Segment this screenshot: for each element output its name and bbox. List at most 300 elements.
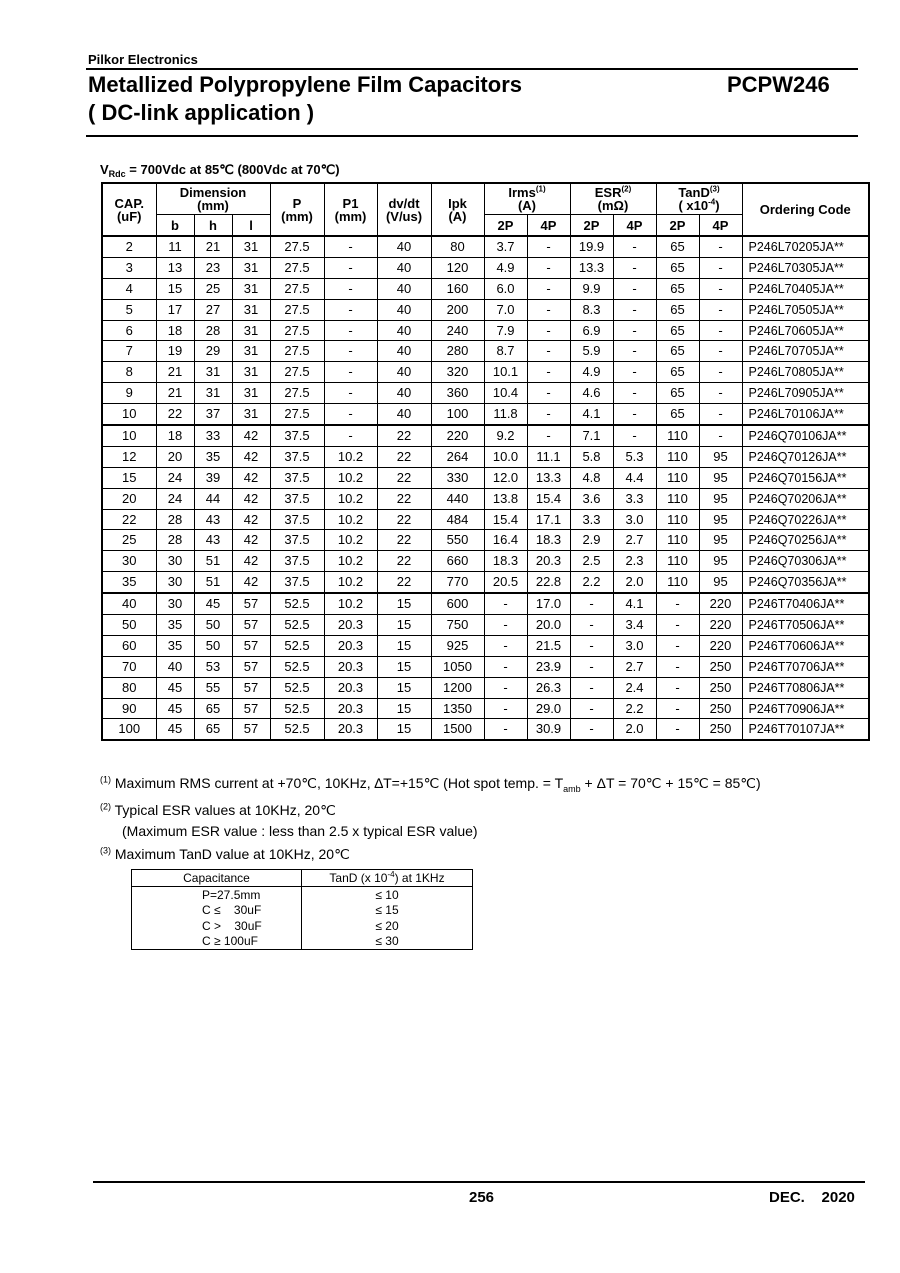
table-cell: 95 <box>699 488 742 509</box>
table-cell: 2.9 <box>570 530 613 551</box>
table-cell: 65 <box>656 278 699 299</box>
table-cell: 8.7 <box>484 341 527 362</box>
table-cell: 20 <box>156 446 194 467</box>
page-number: 256 <box>469 1189 495 1206</box>
col-header-esr-4p: 4P <box>613 215 656 237</box>
table-cell: 37.5 <box>270 551 324 572</box>
ordering-code-cell: P246Q70226JA** <box>742 509 869 530</box>
table-row <box>102 467 869 488</box>
table-cell: 43 <box>194 509 232 530</box>
table-cell: - <box>527 341 570 362</box>
table-cell: 120 <box>431 257 484 278</box>
table-cell: 40 <box>377 404 431 425</box>
table-cell: 95 <box>699 530 742 551</box>
tand-table-value-cell: ≤ 10 <box>302 887 473 903</box>
table-cell: 12 <box>102 446 156 467</box>
table-cell: 37.5 <box>270 509 324 530</box>
table-cell: 27 <box>194 299 232 320</box>
table-cell: 55 <box>194 677 232 698</box>
table-cell: 21 <box>156 383 194 404</box>
ordering-code-cell: P246Q70106JA** <box>742 425 869 446</box>
part-number: PCPW246 <box>727 72 830 97</box>
table-row <box>102 341 869 362</box>
table-row <box>102 509 869 530</box>
tand-table-header-tand: TanD (x $10^{-4}$) at 1KHz <box>302 870 473 887</box>
table-cell: 40 <box>377 341 431 362</box>
table-cell: 95 <box>699 551 742 572</box>
table-cell: 9.9 <box>570 278 613 299</box>
table-cell: - <box>570 719 613 740</box>
table-cell: 8 <box>102 362 156 383</box>
table-cell: - <box>570 615 613 636</box>
col-header-tand-2p: 2P <box>656 215 699 237</box>
table-cell: - <box>324 257 377 278</box>
table-cell: 50 <box>102 615 156 636</box>
col-header-tand-4p: 4P <box>699 215 742 237</box>
table-cell: - <box>613 257 656 278</box>
table-cell: 65 <box>194 719 232 740</box>
table-cell: 42 <box>232 509 270 530</box>
header-top-rule <box>86 68 858 70</box>
ordering-code-cell: P246Q70126JA** <box>742 446 869 467</box>
table-row <box>102 615 869 636</box>
table-cell: 33 <box>194 425 232 446</box>
table-cell: 70 <box>102 656 156 677</box>
document-title: Metallized Polypropylene Film Capacitors <box>88 72 522 97</box>
table-cell: - <box>484 635 527 656</box>
col-header-ordering-code: Ordering Code <box>742 183 869 236</box>
table-cell: - <box>527 362 570 383</box>
table-cell: 53 <box>194 656 232 677</box>
table-cell: 3.3 <box>570 509 613 530</box>
table-cell: 31 <box>194 362 232 383</box>
table-cell: - <box>699 278 742 299</box>
table-row <box>102 425 869 446</box>
tand-table-row <box>132 887 473 903</box>
table-cell: 17 <box>156 299 194 320</box>
table-cell: 15 <box>377 593 431 614</box>
table-cell: 15 <box>102 467 156 488</box>
table-cell: - <box>613 320 656 341</box>
table-cell: 5.3 <box>613 446 656 467</box>
table-cell: 40 <box>377 236 431 257</box>
col-header-ipk: Ipk (A) <box>431 183 484 236</box>
table-cell: 280 <box>431 341 484 362</box>
table-cell: 10.2 <box>324 593 377 614</box>
ordering-code-cell: P246L70705JA** <box>742 341 869 362</box>
table-cell: 13.3 <box>570 257 613 278</box>
ordering-code-cell: P246T70107JA** <box>742 719 869 740</box>
table-cell: - <box>656 656 699 677</box>
table-cell: 11.1 <box>527 446 570 467</box>
table-cell: 95 <box>699 509 742 530</box>
table-cell: 10 <box>102 425 156 446</box>
table-cell: 4 <box>102 278 156 299</box>
table-cell: 10.2 <box>324 509 377 530</box>
table-cell: - <box>324 362 377 383</box>
table-cell: 10.2 <box>324 572 377 593</box>
table-cell: 40 <box>377 383 431 404</box>
table-cell: 45 <box>194 593 232 614</box>
table-cell: 160 <box>431 278 484 299</box>
table-cell: - <box>570 677 613 698</box>
col-header-p: P (mm) <box>270 183 324 236</box>
table-cell: 60 <box>102 635 156 656</box>
table-cell: 35 <box>156 635 194 656</box>
table-cell: 80 <box>431 236 484 257</box>
table-cell: - <box>324 425 377 446</box>
table-cell: 10.2 <box>324 551 377 572</box>
table-cell: - <box>656 719 699 740</box>
table-cell: 65 <box>656 404 699 425</box>
table-row <box>102 698 869 719</box>
table-cell: 65 <box>656 257 699 278</box>
table-cell: 12.0 <box>484 467 527 488</box>
table-cell: - <box>527 299 570 320</box>
table-cell: 43 <box>194 530 232 551</box>
table-cell: 80 <box>102 677 156 698</box>
table-cell: - <box>699 257 742 278</box>
table-row <box>102 257 869 278</box>
table-cell: 28 <box>156 509 194 530</box>
table-cell: 57 <box>232 615 270 636</box>
table-cell: 42 <box>232 488 270 509</box>
tand-table-value-cell: ≤ 15 <box>302 903 473 919</box>
table-cell: 110 <box>656 572 699 593</box>
table-cell: 27.5 <box>270 341 324 362</box>
table-cell: 52.5 <box>270 698 324 719</box>
table-cell: 10.0 <box>484 446 527 467</box>
tand-table-header-capacitance: Capacitance <box>132 870 302 887</box>
table-cell: 27.5 <box>270 236 324 257</box>
col-header-esr-2p: 2P <box>570 215 613 237</box>
table-cell: 22 <box>377 530 431 551</box>
footer-rule <box>93 1181 865 1183</box>
table-cell: 30 <box>156 551 194 572</box>
table-cell: - <box>699 362 742 383</box>
table-cell: - <box>527 383 570 404</box>
table-cell: 17.1 <box>527 509 570 530</box>
table-cell: - <box>699 320 742 341</box>
table-cell: 2.7 <box>613 530 656 551</box>
table-cell: 23 <box>194 257 232 278</box>
table-cell: 15 <box>377 677 431 698</box>
table-cell: 3.3 <box>613 488 656 509</box>
note-3: $^{(3)}$ Maximum TanD value at 10KHz, 20℃ <box>100 845 350 862</box>
table-cell: 4.9 <box>570 362 613 383</box>
table-cell: - <box>699 299 742 320</box>
tand-table-capacitance-cell: P=27.5mm <box>132 887 302 903</box>
table-cell: 4.6 <box>570 383 613 404</box>
table-cell: - <box>324 383 377 404</box>
table-cell: 250 <box>699 698 742 719</box>
table-cell: 31 <box>232 383 270 404</box>
table-cell: 4.1 <box>613 593 656 614</box>
table-cell: - <box>699 425 742 446</box>
tand-table-capacitance-cell: C ≥ 100uF <box>132 934 302 950</box>
table-cell: 42 <box>232 425 270 446</box>
table-cell: 20.3 <box>324 615 377 636</box>
table-cell: 240 <box>431 320 484 341</box>
ordering-code-cell: P246L70205JA** <box>742 236 869 257</box>
table-cell: - <box>484 656 527 677</box>
table-cell: 220 <box>699 615 742 636</box>
table-cell: 28 <box>156 530 194 551</box>
table-cell: 57 <box>232 656 270 677</box>
table-cell: 19 <box>156 341 194 362</box>
table-row <box>102 446 869 467</box>
table-cell: - <box>324 320 377 341</box>
table-cell: - <box>484 593 527 614</box>
table-cell: 52.5 <box>270 677 324 698</box>
col-header-b: b <box>156 215 194 237</box>
table-cell: 5 <box>102 299 156 320</box>
table-cell: 220 <box>699 593 742 614</box>
ordering-code-cell: P246T70706JA** <box>742 656 869 677</box>
table-cell: 15.4 <box>527 488 570 509</box>
table-cell: 5.9 <box>570 341 613 362</box>
table-cell: 1050 <box>431 656 484 677</box>
table-cell: 220 <box>699 635 742 656</box>
table-cell: 2.2 <box>613 698 656 719</box>
table-cell: 37.5 <box>270 425 324 446</box>
table-cell: 9.2 <box>484 425 527 446</box>
table-cell: 65 <box>656 341 699 362</box>
document-subtitle: ( DC-link application ) <box>88 100 315 125</box>
table-cell: - <box>484 615 527 636</box>
table-cell: 22 <box>377 509 431 530</box>
table-cell: - <box>527 236 570 257</box>
table-cell: 31 <box>232 236 270 257</box>
table-cell: 57 <box>232 677 270 698</box>
table-cell: 50 <box>194 635 232 656</box>
table-cell: 2.5 <box>570 551 613 572</box>
table-cell: 37 <box>194 404 232 425</box>
table-cell: 37.5 <box>270 446 324 467</box>
table-cell: 320 <box>431 362 484 383</box>
table-cell: 24 <box>156 488 194 509</box>
table-cell: 2.0 <box>613 572 656 593</box>
table-cell: 3.6 <box>570 488 613 509</box>
table-cell: - <box>656 635 699 656</box>
ordering-code-cell: P246Q70256JA** <box>742 530 869 551</box>
table-cell: 31 <box>232 341 270 362</box>
table-cell: 27.5 <box>270 278 324 299</box>
table-cell: 40 <box>102 593 156 614</box>
tand-table-row <box>132 903 473 919</box>
table-cell: 31 <box>194 383 232 404</box>
table-cell: 40 <box>156 656 194 677</box>
table-cell: 52.5 <box>270 635 324 656</box>
table-row <box>102 530 869 551</box>
specification-table <box>101 182 870 741</box>
table-cell: 22 <box>377 446 431 467</box>
table-cell: 27.5 <box>270 362 324 383</box>
table-cell: 3 <box>102 257 156 278</box>
table-cell: 110 <box>656 467 699 488</box>
table-cell: 52.5 <box>270 719 324 740</box>
table-cell: 31 <box>232 320 270 341</box>
table-cell: 15 <box>377 719 431 740</box>
table-cell: 2 <box>102 236 156 257</box>
table-cell: 21 <box>194 236 232 257</box>
table-cell: 24 <box>156 467 194 488</box>
table-cell: - <box>527 404 570 425</box>
rated-voltage: $V_{Rdc} = 700Vdc$ at 85℃ (800Vdc at 70℃) <box>100 162 340 179</box>
col-header-irms-2p: 2P <box>484 215 527 237</box>
table-cell: - <box>613 278 656 299</box>
table-cell: 40 <box>377 257 431 278</box>
table-cell: 20.3 <box>324 719 377 740</box>
table-cell: 770 <box>431 572 484 593</box>
table-row <box>102 320 869 341</box>
table-cell: 550 <box>431 530 484 551</box>
table-cell: 22 <box>102 509 156 530</box>
col-header-dimension: Dimension (mm) <box>156 183 270 215</box>
col-header-esr: ESR$^{(2)}$ (mΩ) <box>570 183 656 215</box>
table-cell: - <box>324 341 377 362</box>
table-row <box>102 236 869 257</box>
table-cell: 18.3 <box>527 530 570 551</box>
table-cell: 18.3 <box>484 551 527 572</box>
ordering-code-cell: P246Q70356JA** <box>742 572 869 593</box>
table-cell: - <box>613 425 656 446</box>
table-cell: 5.8 <box>570 446 613 467</box>
tand-table-capacitance-cell: C ≤ 30uF <box>132 903 302 919</box>
table-cell: 20.3 <box>324 677 377 698</box>
table-cell: 484 <box>431 509 484 530</box>
table-cell: 42 <box>232 572 270 593</box>
table-cell: 20.3 <box>527 551 570 572</box>
table-cell: 2.0 <box>613 719 656 740</box>
table-row <box>102 299 869 320</box>
table-cell: 11.8 <box>484 404 527 425</box>
table-cell: 20.0 <box>527 615 570 636</box>
col-header-l: l <box>232 215 270 237</box>
table-cell: 15 <box>156 278 194 299</box>
table-row <box>102 719 869 740</box>
table-cell: - <box>613 404 656 425</box>
table-cell: 40 <box>377 299 431 320</box>
table-row <box>102 677 869 698</box>
table-row <box>102 635 869 656</box>
table-cell: 7 <box>102 341 156 362</box>
ordering-code-cell: P246Q70206JA** <box>742 488 869 509</box>
table-cell: 45 <box>156 677 194 698</box>
table-row <box>102 404 869 425</box>
table-cell: 29.0 <box>527 698 570 719</box>
table-cell: 57 <box>232 719 270 740</box>
tand-table-value-cell: ≤ 20 <box>302 918 473 934</box>
table-cell: - <box>699 383 742 404</box>
table-cell: 20.3 <box>324 698 377 719</box>
table-cell: 65 <box>656 362 699 383</box>
table-cell: 95 <box>699 572 742 593</box>
table-cell: 100 <box>431 404 484 425</box>
table-cell: 65 <box>194 698 232 719</box>
table-cell: 65 <box>656 299 699 320</box>
col-header-irms: Irms$^{(1)}$ (A) <box>484 183 570 215</box>
table-cell: - <box>527 320 570 341</box>
table-cell: 15.4 <box>484 509 527 530</box>
table-cell: 22 <box>377 572 431 593</box>
table-cell: 3.0 <box>613 509 656 530</box>
table-cell: 10.4 <box>484 383 527 404</box>
table-cell: 110 <box>656 551 699 572</box>
table-cell: 15 <box>377 615 431 636</box>
table-cell: 250 <box>699 677 742 698</box>
table-cell: 65 <box>656 320 699 341</box>
table-cell: 15 <box>377 635 431 656</box>
table-cell: 30 <box>156 572 194 593</box>
table-cell: 3.4 <box>613 615 656 636</box>
ordering-code-cell: P246T70506JA** <box>742 615 869 636</box>
table-cell: 30 <box>102 551 156 572</box>
table-cell: 51 <box>194 551 232 572</box>
table-cell: - <box>613 236 656 257</box>
table-row <box>102 551 869 572</box>
table-cell: 31 <box>232 362 270 383</box>
table-cell: 22 <box>377 551 431 572</box>
ordering-code-cell: P246L70805JA** <box>742 362 869 383</box>
table-row <box>102 362 869 383</box>
table-cell: 4.8 <box>570 467 613 488</box>
table-cell: 3.0 <box>613 635 656 656</box>
ordering-code-cell: P246Q70156JA** <box>742 467 869 488</box>
table-cell: 37.5 <box>270 530 324 551</box>
col-header-dvdt: dv/dt (V/us) <box>377 183 431 236</box>
table-cell: - <box>484 719 527 740</box>
ordering-code-cell: P246L70905JA** <box>742 383 869 404</box>
table-cell: 4.9 <box>484 257 527 278</box>
table-cell: 44 <box>194 488 232 509</box>
table-cell: 1350 <box>431 698 484 719</box>
table-cell: 10.2 <box>324 446 377 467</box>
table-cell: 7.1 <box>570 425 613 446</box>
table-cell: 11 <box>156 236 194 257</box>
table-row <box>102 278 869 299</box>
table-cell: 15 <box>377 656 431 677</box>
ordering-code-cell: P246T70406JA** <box>742 593 869 614</box>
table-cell: 10 <box>102 404 156 425</box>
table-cell: - <box>484 698 527 719</box>
table-cell: 110 <box>656 509 699 530</box>
table-cell: 2.7 <box>613 656 656 677</box>
table-cell: 42 <box>232 530 270 551</box>
table-cell: 20.3 <box>324 656 377 677</box>
table-cell: - <box>699 404 742 425</box>
table-cell: 200 <box>431 299 484 320</box>
note-2: $^{(2)}$ Typical ESR values at 10KHz, 20℃ <box>100 801 336 818</box>
table-cell: 35 <box>194 446 232 467</box>
table-cell: - <box>613 383 656 404</box>
col-header-irms-4p: 4P <box>527 215 570 237</box>
table-cell: 110 <box>656 530 699 551</box>
table-cell: - <box>527 278 570 299</box>
ordering-code-cell: P246L70405JA** <box>742 278 869 299</box>
table-cell: 3.7 <box>484 236 527 257</box>
note-1: $^{(1)}$ Maximum RMS current at +70℃, 10KHz, ∆T=+15℃ (Hot spot temp. = $T_{amb} + \Delta T$ = 70℃ + 15℃ = 85℃) <box>100 774 761 794</box>
table-cell: - <box>656 677 699 698</box>
table-cell: 8.3 <box>570 299 613 320</box>
table-cell: 6.0 <box>484 278 527 299</box>
ordering-code-cell: P246L70505JA** <box>742 299 869 320</box>
table-cell: 52.5 <box>270 593 324 614</box>
table-cell: 22.8 <box>527 572 570 593</box>
tand-table-value-cell: ≤ 30 <box>302 934 473 950</box>
table-cell: 4.4 <box>613 467 656 488</box>
table-cell: 31 <box>232 299 270 320</box>
